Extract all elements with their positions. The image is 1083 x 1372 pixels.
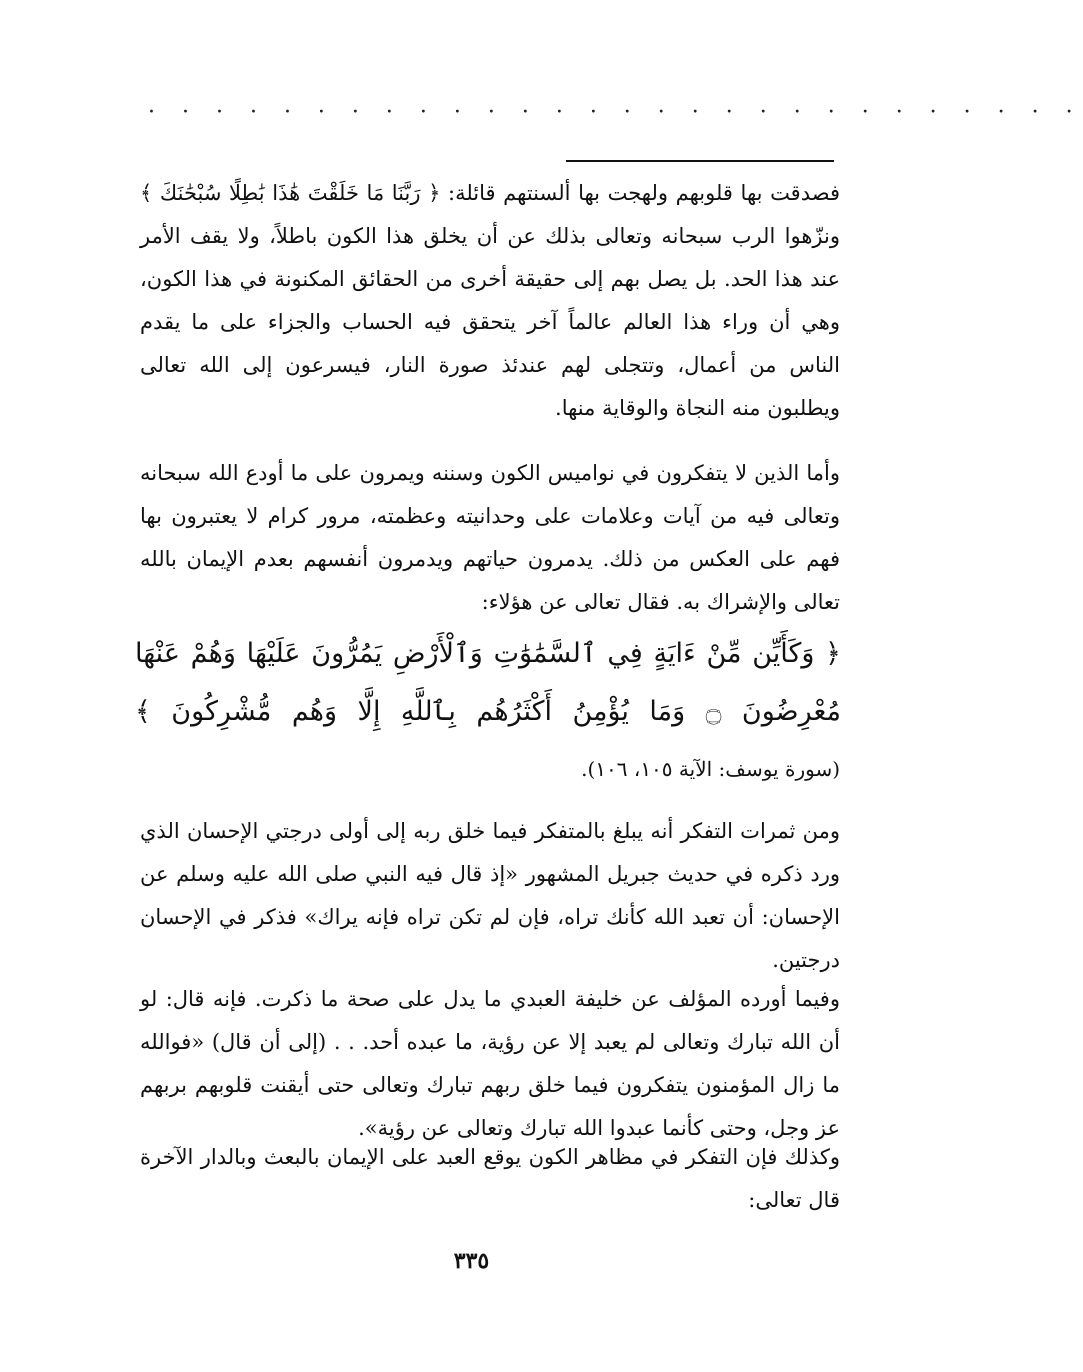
paragraph-2: وأما الذين لا يتفكرون في نواميس الكون وسننه ويمرون على ما أودع الله سبحانه وتعالى فيه من آيات وعلامات على وحدانيته وعظمته، مرور كرام لا يعتبرون بها فهم على العكس من ذلك. يدمرون حياتهم ويدمرون أنفسهم بعدم الإيمان بالله تعالى والإشراك به. فقال تعالى عن هؤلاء: [140, 461, 840, 614]
header-dotted-line: · · · · · · · · · · · · · · · · · · · · · · · · · · · · [148, 100, 1083, 125]
page-number: ٣٣٥ [453, 1248, 490, 1274]
paragraph-3: ومن ثمرات التفكر أنه يبلغ بالمتفكر فيما خلق ربه إلى أولى درجتي الإحسان الذي ورد ذكره في حديث جبريل المشهور «إذ قال فيه النبي صلى الله عليه وسلم عن الإحسان: أن تعبد الله كأنك تراه، فإن لم تكن تراه فإنه يراك» فذكر في الإحسان درجتين. [140, 819, 840, 972]
paragraph-4: وفيما أورده المؤلف عن خليفة العبدي ما يدل على صحة ما ذكرت. فإنه قال: لو أن الله تبارك وتعالى لم يعبد إلا عن رؤية، ما عبده أحد. . . (إلى أن قال) «فوالله ما زال المؤمنون يتفكرون فيما خلق ربهم تبارك وتعالى حتى أيقنت قلوبهم بربهم عز وجل، وحتى كأنما عبدوا الله تبارك وتعالى عن رؤية». [140, 987, 840, 1140]
section-rule [566, 160, 834, 162]
quran-verse: ﴿ وَكَأَيِّن مِّنْ ءَايَةٍ فِي ٱلسَّمَٰوَٰتِ وَٱلْأَرْضِ يَمُرُّونَ عَلَيْهَا وَهُمْ عَنْهَا مُعْرِضُونَ ۝ وَمَا يُؤْمِنُ أَكْثَرُهُم بِٱللَّهِ إِلَّا وَهُم مُّشْرِكُونَ ﴾ [135, 638, 841, 727]
paragraph-5: وكذلك فإن التفكر في مظاهر الكون يوقع العبد على الإيمان بالبعث وبالدار الآخرة قال تعالى: [140, 1145, 840, 1212]
paragraph-1: فصدقت بها قلوبهم ولهجت بها ألسنتهم قائلة: ﴿ رَبَّنَا مَا خَلَقْتَ هَٰذَا بَٰطِلًا سُبْحَٰنَكَ ﴾ ونزّهوا الرب سبحانه وتعالى بذلك عن أن يخلق هذا الكون باطلاً، ولا يقف الأمر عند هذا الحد. بل يصل بهم إلى حقيقة أخرى من الحقائق المكنونة في هذا الكون، وهي أن وراء هذا العالم عالماً آخر يتحقق فيه الحساب والجزاء على ما يقدم الناس من أعمال، وتتجلى لهم عندئذ صورة النار، فيسرعون إلى الله تعالى ويطلبون منه النجاة والوقاية منها. [140, 181, 840, 420]
verse-reference: (سورة يوسف: الآية ١٠٥، ١٠٦). [581, 757, 840, 781]
